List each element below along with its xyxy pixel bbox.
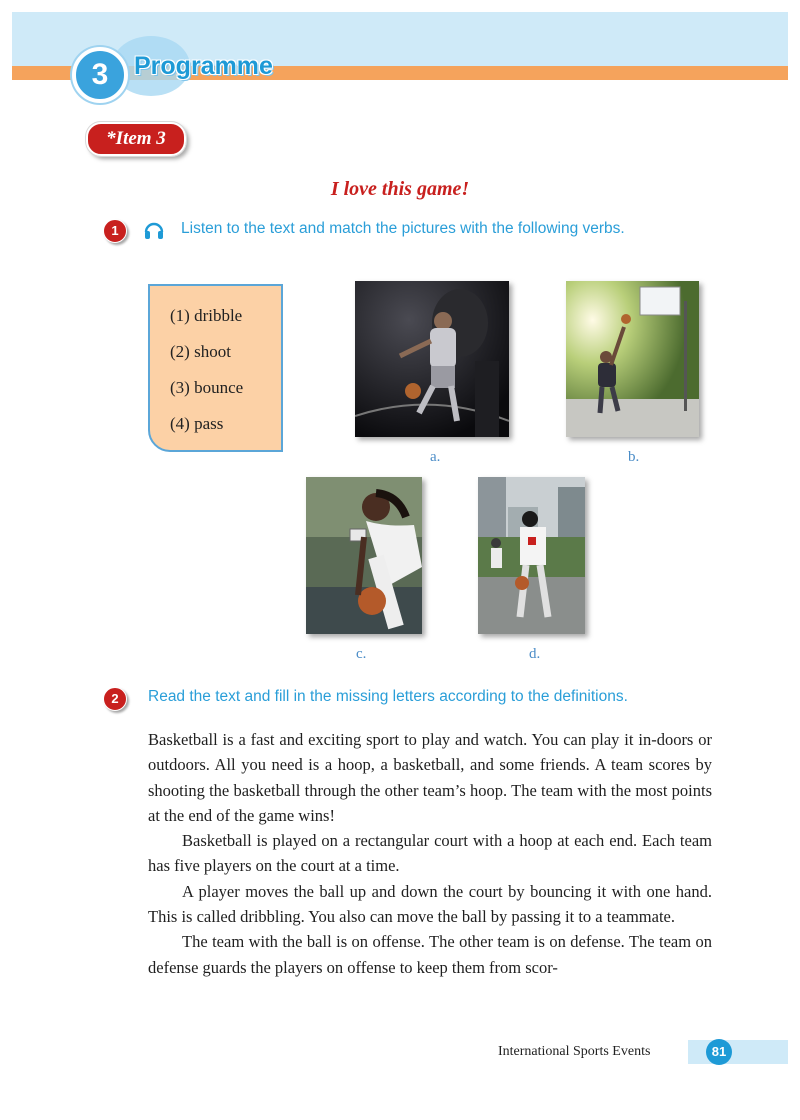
verb-item: (2) shoot [170, 342, 231, 361]
photo-b-label: b. [628, 449, 640, 465]
item-tag: *Item 3 [86, 122, 186, 156]
section-number-badge: 3 [72, 47, 128, 103]
footer-book-title: International Sports Events [498, 1044, 651, 1059]
exercise-2-instruction: Read the text and fill in the missing letters according to the definitions. [148, 688, 628, 705]
verb-box [148, 284, 283, 452]
photo-a-dribbling [355, 281, 509, 437]
photo-d-label: d. [529, 646, 541, 662]
photo-c-bouncing [306, 477, 422, 634]
verb-item: (4) pass [170, 414, 224, 433]
exercise-2-number: 2 [103, 687, 127, 711]
verb-item: (1) dribble [170, 306, 243, 325]
page-number: 81 [706, 1039, 732, 1065]
exercise-1-instruction: Listen to the text and match the pictures with the following verbs. [181, 220, 625, 237]
photo-b-shooting [566, 281, 699, 437]
footer-band [688, 1040, 788, 1064]
reading-text [148, 727, 712, 980]
photo-c-label: c. [356, 646, 367, 662]
reading-paragraph: A player moves the ball up and down the court by bouncing it with one hand. This is called dribbling. You also can move the ball by passing it to a teammate. [148, 881, 712, 927]
exercise-1-number: 1 [103, 219, 127, 243]
headphones-icon [143, 219, 165, 241]
reading-paragraph: Basketball is a fast and exciting sport to play and watch. You can play it in-doors or outdoors. All you need is a hoop, a basketball, and some friends. A team scores by shooting the basketball through the other team’s hoop. The team with the most points at the end of the game wins! [148, 730, 712, 825]
verb-item: (3) bounce [170, 378, 244, 397]
section-title: Programme [134, 52, 273, 80]
lesson-title: I love this game! [330, 178, 470, 200]
photo-a-label: a. [430, 449, 441, 465]
reading-paragraph: The team with the ball is on offense. The other team is on defense. The team on defense guards the players on offense to keep them from scor- [148, 932, 712, 977]
photo-d-passing [478, 477, 585, 634]
reading-paragraph: Basketball is played on a rectangular court with a hoop at each end. Each team has five players on the court at a time. [148, 831, 712, 876]
